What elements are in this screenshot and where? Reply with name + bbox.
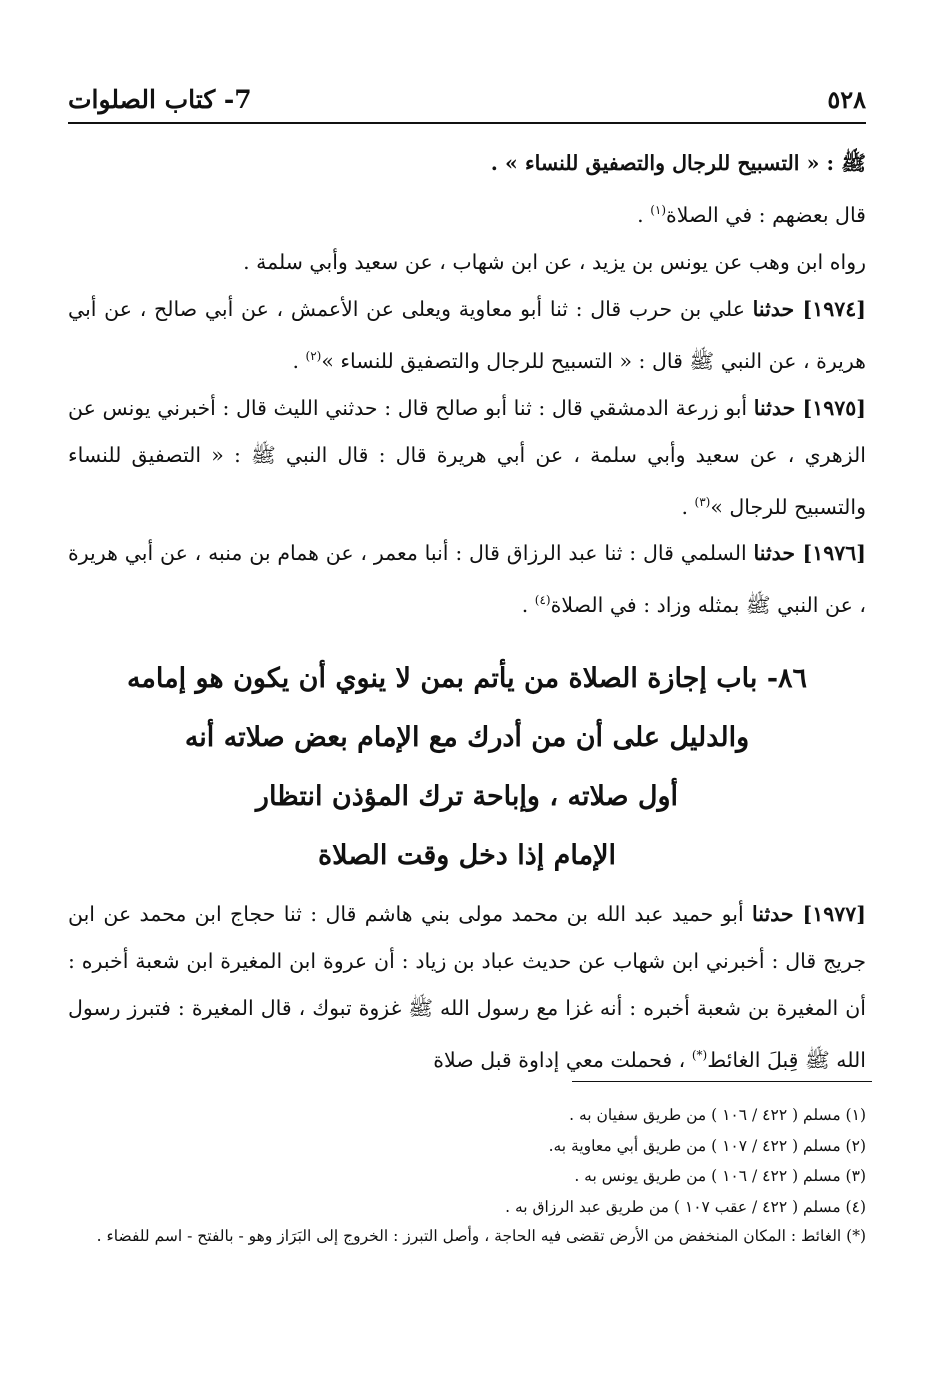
body-text xyxy=(68,140,866,1084)
paragraph-tail: ، فحملت معي إداوة قبل صلاة xyxy=(433,1048,692,1073)
footnote-ref[interactable]: (٣) xyxy=(694,494,711,509)
footnote-ref[interactable]: (٤) xyxy=(534,593,551,608)
paragraph-tail: . xyxy=(292,348,306,373)
paragraph-tail: . xyxy=(637,202,651,227)
footnote-ref[interactable]: (٢) xyxy=(305,348,322,363)
paragraph-text: السلمي قال : ثنا عبد الرزاق قال : أنبا معمر ، عن همام بن منبه ، عن أبي هريرة ، عن النبي ﷺ بمثله وزاد : في الصلاة xyxy=(68,541,866,618)
footnote-1: (١) مسلم ( ٤٢٢ / ١٠٦ ) من طريق سفيان به . xyxy=(569,1106,866,1124)
paragraph-2 xyxy=(68,187,866,239)
chapter-heading xyxy=(68,649,866,885)
paragraph-tail: . xyxy=(681,494,695,519)
hadith-number: [١٩٧٧] حدثنا xyxy=(752,902,866,927)
chapter-heading-line: أول صلاته ، وإباحة ترك المؤذن انتظار xyxy=(255,781,679,813)
chapter-heading-line: الإمام إذا دخل وقت الصلاة xyxy=(318,840,616,872)
footnote-star: (*) الغائط : المكان المنخفض من الأرض تقضى فيه الحاجة ، وأصل التبرز : الخروج إلى البَرَاز وهو - بالفتح - اسم للفضاء . xyxy=(96,1227,866,1245)
paragraph-text: قال بعضهم : في الصلاة xyxy=(666,202,866,227)
page-number: ٥٢٨ xyxy=(827,85,866,114)
chapter-heading-line: والدليل على أن من أدرك مع الإمام بعض صلاته أنه xyxy=(184,722,750,754)
page-header xyxy=(68,70,866,124)
hadith-1976 xyxy=(68,530,866,629)
paragraph-1 xyxy=(68,140,866,187)
paragraph-text: علي بن حرب قال : ثنا أبو معاوية ويعلى عن الأعمش ، عن أبي صالح ، عن أبي هريرة ، عن النبي ﷺ قال : « التسبيح للرجال والتصفيق للنساء » xyxy=(68,296,866,373)
paragraph-text: رواه ابن وهب عن يونس بن يزيد ، عن ابن شهاب ، عن سعيد وأبي سلمة . xyxy=(243,249,866,274)
paragraph-3 xyxy=(68,239,866,286)
footnote-2: (٢) مسلم ( ٤٢٢ / ١٠٧ ) من طريق أبي معاوية به. xyxy=(548,1136,866,1155)
paragraph-tail: . xyxy=(521,593,535,618)
hadith-1975 xyxy=(68,385,866,531)
footnote-divider xyxy=(572,1081,872,1082)
hadith-number: [١٩٧٤] حدثنا xyxy=(752,296,866,321)
footnotes xyxy=(68,1100,866,1250)
hadith-number: [١٩٧٥] حدثنا xyxy=(753,395,866,420)
hadith-1974 xyxy=(68,286,866,385)
book-title: 7- كتاب الصلوات xyxy=(68,85,252,114)
paragraph-text: أبو زرعة الدمشقي قال : ثنا أبو صالح قال : حدثني الليث قال : أخبرني يونس عن الزهري ، عن سعيد وأبي سلمة ، عن أبي هريرة قال : قال النبي ﷺ : « التصفيق للنساء والتسبيح للرجال » xyxy=(68,395,866,519)
footnote-ref[interactable]: (١) xyxy=(650,203,667,217)
paragraph-text: أبو حميد عبد الله بن محمد مولى بني هاشم قال : ثنا حجاج ابن محمد عن ابن جريج قال : أخبرني ابن شهاب عن حديث عباد بن زياد : أن عروة ابن المغيرة ابن شعبة أخبره : أن المغيرة بن شعبة أخبره : أنه غزا مع رسول الله ﷺ غزوة تبوك ، قال المغيرة : فتبرز رسول الله ﷺ قِبلَ الغائط xyxy=(68,902,866,1073)
footnote-4: (٤) مسلم ( ٤٢٢ / عقب ١٠٧ ) من طريق عبد الرزاق به . xyxy=(505,1197,866,1216)
chapter-heading-line: ٨٦- باب إجازة الصلاة من يأتم بمن لا ينوي أن يكون هو إمامه xyxy=(126,663,808,695)
hadith-number: [١٩٧٦] حدثنا xyxy=(753,541,866,566)
hadith-1977 xyxy=(68,891,866,1084)
paragraph-text: ﷺ : « التسبيح للرجال والتصفيق للنساء » . xyxy=(490,151,866,175)
footnote-3: (٣) مسلم ( ٤٢٢ / ١٠٦ ) من طريق يونس به . xyxy=(574,1167,866,1185)
footnote-ref[interactable]: (*) xyxy=(691,1048,708,1063)
